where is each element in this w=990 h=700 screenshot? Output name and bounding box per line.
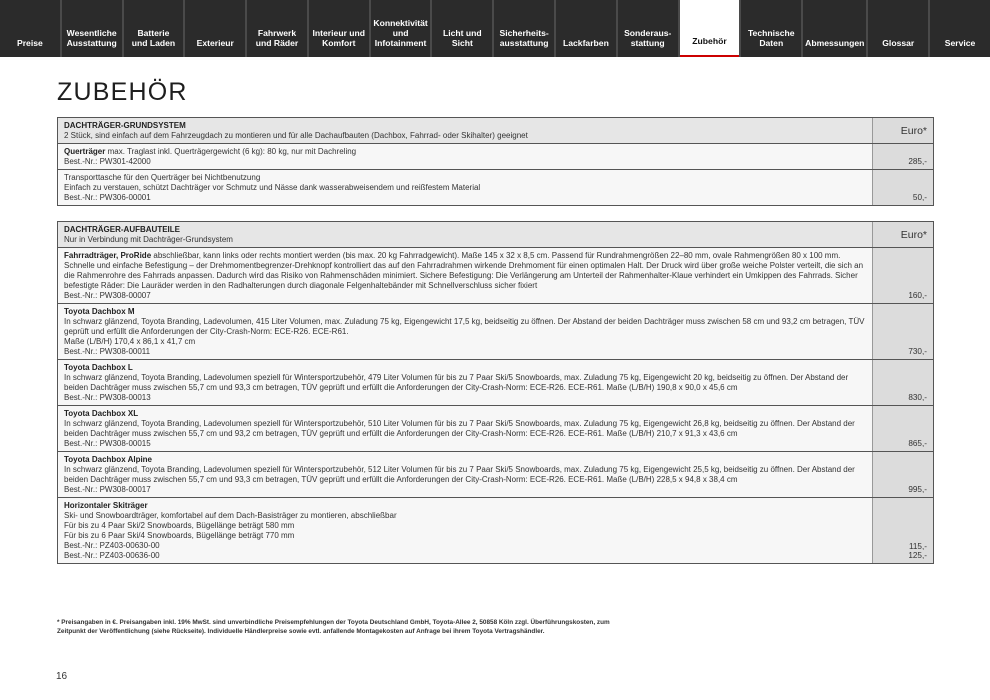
- page-number: 16: [56, 671, 68, 682]
- nav-tab[interactable]: [680, 0, 740, 57]
- nav-tab-label: Lackfarben: [562, 38, 609, 49]
- price-value: 865,-: [908, 439, 927, 448]
- table-row: [58, 405, 933, 451]
- product-name: Querträger: [64, 147, 106, 156]
- product-detail-line: Best.-Nr.: PW308-00013: [64, 393, 151, 402]
- product-detail-line: Best.-Nr.: PW308-00007: [64, 291, 151, 300]
- product-detail-line: Best.-Nr.: PZ403-00636-00: [64, 551, 160, 560]
- nav-tab[interactable]: [803, 0, 866, 57]
- nav-tab-label: Abmessungen: [805, 38, 865, 49]
- product-name: Toyota Dachbox M: [64, 307, 135, 316]
- product-description: abschließbar, kann links oder rechts montiert werden (bis max. 20 kg Fahrradgewicht). Maße 145 x 32 x 8,5 cm. Passend für Rundrahmengrößen 22–80 mm, ovale Rahmengrößen 80 x 100 mm. Schnelle und einfache Befestigung – der Drehmomentbegrenzer-Drehknopf kontrolliert das auf den Fahrradrahmen wirkende Drehmoment für einen optimalen Halt. Der Druck wird über große weiche Polster verteilt, die sich an die Rahmenrohre des Fahrrads anpassen. Dadurch wird das Risiko von Rahmenschäden minimiert. Sichere Befestigung: Die Verlängerung am Unterteil der Rahmenhalter-Klaue verhindert ein Umkippen des Fahrrads. Sicher befestigte Räder: Die Lauräder werden in den Radhalterungen durch diagonale Felgenhaltebänder mit Schnellverschluss sicher fixiert: [64, 251, 864, 290]
- nav-tab[interactable]: [556, 0, 616, 57]
- page-title: ZUBEHÖR: [57, 78, 188, 106]
- product-description: max. Traglast inkl. Querträgergewicht (6 kg): 80 kg, nur mit Dachreling: [105, 147, 357, 156]
- table-row: [58, 143, 933, 169]
- product-name: Toyota Dachbox Alpine: [64, 455, 153, 464]
- nav-tab[interactable]: [432, 0, 492, 57]
- table-row: [58, 451, 933, 497]
- price-cell: [872, 360, 933, 405]
- section-subtitle: 2 Stück, sind einfach auf dem Fahrzeugdach zu montieren und für alle Dachaufbauten (Dachbox, Fahrrad- oder Skihalter) geeignet: [64, 131, 528, 140]
- nav-tab-label: Exterieur: [196, 38, 234, 49]
- nav-tab[interactable]: [930, 0, 990, 57]
- product-detail-line: Ski- und Snowboardträger, komfortabel auf dem Dach-Basisträger zu montieren, abschließbar: [64, 511, 397, 520]
- price-cell: [872, 452, 933, 497]
- price-value: 730,-: [908, 347, 927, 356]
- table-row: [58, 497, 933, 563]
- price-value: 125,-: [908, 551, 927, 560]
- product-name: Fahrradträger, ProRide: [64, 251, 152, 260]
- price-value: 115,-: [908, 542, 927, 551]
- nav-tab-label: Batterie und Laden: [131, 28, 176, 49]
- top-navigation: [0, 0, 990, 57]
- price-value: 50,-: [912, 193, 927, 202]
- nav-tab[interactable]: [741, 0, 801, 57]
- nav-tab[interactable]: [868, 0, 928, 57]
- product-detail-line: In schwarz glänzend, Toyota Branding, Ladevolumen speziell für Wintersportzubehör, 479 Liter Volumen für bis zu 7 Paar Ski/5 Snowboards, max. Zuladung 75 kg, Eigengewicht 20 kg, beidseitig zu öffnen. Der Abstand der beiden Dachträger muss zwischen 55,7 cm und 93,3 cm betragen, TÜV geprüft und erfüllt die Anforderungen der City-Crash-Norm: ECE-R26. ECE-R61. Maße (L/B/H) 190,8 x 90,0 x 45,6 cm: [64, 373, 849, 392]
- roof-rack-base-table: [57, 117, 934, 206]
- currency-label: Euro*: [872, 222, 933, 247]
- price-value: 995,-: [908, 485, 927, 494]
- nav-tab-label: Wesentliche Ausstattung: [66, 28, 117, 49]
- price-cell: [872, 144, 933, 169]
- nav-tab[interactable]: [62, 0, 122, 57]
- price-footnote: * Preisangaben in €. Preisangaben inkl. 19% MwSt. sind unverbindliche Preisempfehlungen der Toyota Deutschland GmbH, Toyota-Allee 2, 50858 Köln zzgl. Überführungskosten, zum Zeitpunkt der Veröffentlichung (siehe Rückseite). Individuelle Händlerpreise sowie evtl. anfallende Montagekosten auf Anfrage bei ihrem Toyota Vertragshändler.: [57, 619, 610, 635]
- nav-tab-label: Service: [944, 38, 976, 49]
- nav-tab-label: Zubehör: [692, 36, 727, 47]
- nav-tab-label: Glossar: [882, 38, 915, 49]
- nav-tab[interactable]: [494, 0, 554, 57]
- product-name: Querträger: [150, 173, 190, 182]
- nav-tab-label: Sonderaus- stattung: [624, 28, 672, 49]
- product-detail-line: In schwarz glänzend, Toyota Branding, Ladevolumen, 415 Liter Volumen, max. Zuladung 75 kg, Eigengewicht 17,5 kg, beidseitig zu öffnen. Der Abstand der beiden Dachträger muss zwischen 58 cm und 93,2 cm betragen, TÜV geprüft und erfüllt die Anforderungen der City-Crash-Norm: ECE-R26. ECE-R61.: [64, 317, 865, 336]
- product-detail-line: Best.-Nr.: PW308-00017: [64, 485, 151, 494]
- section-title: DACHTRÄGER-GRUNDSYSTEM: [64, 121, 186, 130]
- currency-label: Euro*: [872, 118, 933, 143]
- nav-tab-label: Technische Daten: [747, 28, 795, 49]
- product-name: Toyota Dachbox XL: [64, 409, 139, 418]
- nav-tab[interactable]: [124, 0, 184, 57]
- section-title: DACHTRÄGER-AUFBAUTEILE: [64, 225, 180, 234]
- nav-tab-label: Sicherheits- ausstattung: [499, 28, 549, 49]
- table-row: [58, 169, 933, 205]
- nav-tab-label: Licht und Sicht: [443, 28, 482, 49]
- table-row: [58, 359, 933, 405]
- product-detail-line: In schwarz glänzend, Toyota Branding, Ladevolumen speziell für Wintersportzubehör, 510 Liter Volumen für bis zu 7 Paar Ski/5 Snowboards, max. Zuladung 75 kg, Eigengewicht 26,8 kg, beidseitig zu öffnen. Der Abstand der beiden Dachträger muss zwischen 55,7 cm und 93,2 cm betragen, TÜV geprüft und erfüllt die Anforderungen der City-Crash-Norm: ECE-R26. ECE-R61. Maße (L/B/H) 210,7 x 91,3 x 43,6 cm: [64, 419, 855, 438]
- price-cell: [872, 248, 933, 303]
- product-detail-line: Für bis zu 4 Paar Ski/2 Snowboards, Bügellänge beträgt 580 mm: [64, 521, 295, 530]
- nav-tab-label: Preise: [16, 38, 43, 49]
- product-detail-line: Best.-Nr.: PW308-00015: [64, 439, 151, 448]
- nav-tab-label: Fahrwerk und Räder: [255, 28, 299, 49]
- price-cell: [872, 170, 933, 205]
- table-row: [58, 247, 933, 303]
- product-name: Toyota Dachbox L: [64, 363, 133, 372]
- product-detail-line: Best.-Nr.: PZ403-00630-00: [64, 541, 160, 550]
- price-value: 285,-: [908, 157, 927, 166]
- price-value: 830,-: [908, 393, 927, 402]
- product-name: Horizontaler Skiträger: [64, 501, 148, 510]
- nav-tab[interactable]: [371, 0, 431, 57]
- nav-tab[interactable]: [185, 0, 245, 57]
- nav-tab[interactable]: [247, 0, 307, 57]
- product-detail-line: Best.-Nr.: PW308-00011: [64, 347, 151, 356]
- price-value: 160,-: [908, 291, 927, 300]
- product-detail-line: Für bis zu 6 Paar Ski/4 Snowboards, Bügellänge beträgt 770 mm: [64, 531, 295, 540]
- nav-tab-label: Konnektivität und Infotainment: [373, 18, 428, 49]
- nav-tab[interactable]: [309, 0, 369, 57]
- table-header: [58, 118, 933, 143]
- product-detail-line: Einfach zu verstauen, schützt Dachträger vor Schmutz und Nässe dank wasserabweisendem und reißfestem Material: [64, 183, 481, 192]
- product-name-prefix: Transporttasche für den: [64, 173, 151, 182]
- product-detail-line: Best.-Nr.: PW301-42000: [64, 157, 151, 166]
- product-detail-line: In schwarz glänzend, Toyota Branding, Ladevolumen speziell für Wintersportzubehör, 512 Liter Volumen für bis zu 7 Paar Ski/5 Snowboards, max. Zuladung 75 kg, Eigengewicht 25,5 kg, beidseitig zu öffnen. Der Abstand der beiden Dachträger muss zwischen 55,7 cm und 93,3 cm betragen, TÜV geprüft und erfüllt die Anforderungen der City-Crash-Norm: ECE-R26. ECE-R61. Maße (L/B/H) 228,5 x 94,8 x 38,4 cm: [64, 465, 855, 484]
- section-subtitle: Nur in Verbindung mit Dachträger-Grundsystem: [64, 235, 233, 244]
- roof-rack-parts-table: [57, 221, 934, 564]
- product-description: bei Nichtbenutzung: [189, 173, 261, 182]
- nav-tab-label: Interieur und Komfort: [312, 28, 366, 49]
- nav-tab[interactable]: [618, 0, 678, 57]
- price-cell: [872, 304, 933, 359]
- price-cell: [872, 406, 933, 451]
- product-detail-line: Maße (L/B/H) 170,4 x 86,1 x 41,7 cm: [64, 337, 196, 346]
- table-row: [58, 303, 933, 359]
- product-detail-line: Best.-Nr.: PW306-00001: [64, 193, 151, 202]
- price-cell: [872, 498, 933, 563]
- nav-tab[interactable]: [0, 0, 60, 57]
- table-header: [58, 222, 933, 247]
